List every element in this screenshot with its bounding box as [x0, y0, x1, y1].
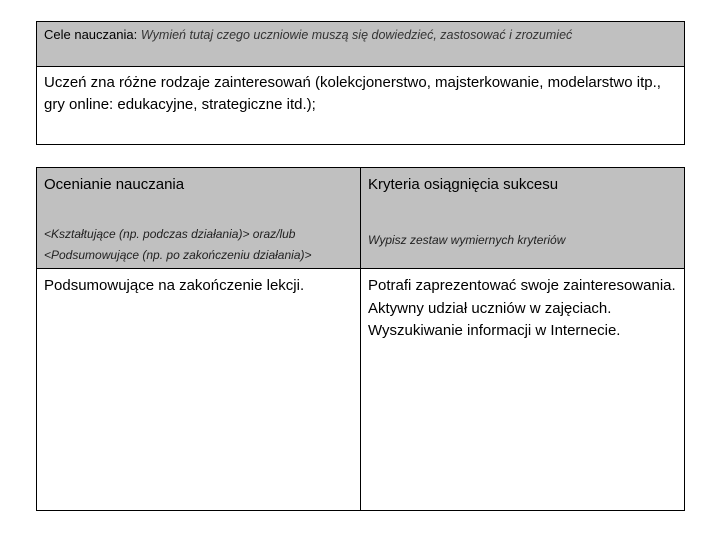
- criteria-header-cell: [361, 168, 684, 269]
- criteria-item: Potrafi zaprezentować swoje zainteresowania.: [368, 277, 676, 294]
- goals-content: [36, 66, 685, 145]
- assessment-hint: [44, 224, 312, 266]
- assessment-content: Podsumowujące na zakończenie lekcji.: [44, 277, 305, 294]
- criteria-title: Kryteria osiągnięcia sukcesu: [368, 176, 559, 193]
- assessment-header-cell: [37, 168, 361, 269]
- assessment-content-cell: [37, 269, 361, 511]
- criteria-hint: Wypisz zestaw wymiernych kryteriów: [368, 233, 566, 247]
- assessment-hint-line-2: <Podsumowujące (np. po zakończeniu działania)>: [44, 248, 312, 262]
- goals-hint: Wymień tutaj czego uczniowie muszą się dowiedzieć, zastosować i zrozumieć: [140, 28, 573, 42]
- goals-label: Cele nauczania:: [44, 27, 138, 42]
- criteria-content-cell: [361, 269, 684, 511]
- goals-header: [36, 21, 685, 67]
- assessment-table: [36, 167, 685, 511]
- assessment-title: Ocenianie nauczania: [44, 176, 185, 193]
- goals-content-text: Uczeń zna różne rodzaje zainteresowań (kolekcjonerstwo, majsterkowanie, modelarstwo itp., gry online: edukacyjne, strategiczne itd.);: [44, 74, 661, 113]
- assessment-hint-line-1: <Kształtujące (np. podczas działania)> oraz/lub: [44, 227, 296, 241]
- criteria-item: Wyszukiwanie informacji w Internecie.: [368, 322, 621, 339]
- criteria-item: Aktywny udział uczniów w zajęciach.: [368, 299, 612, 317]
